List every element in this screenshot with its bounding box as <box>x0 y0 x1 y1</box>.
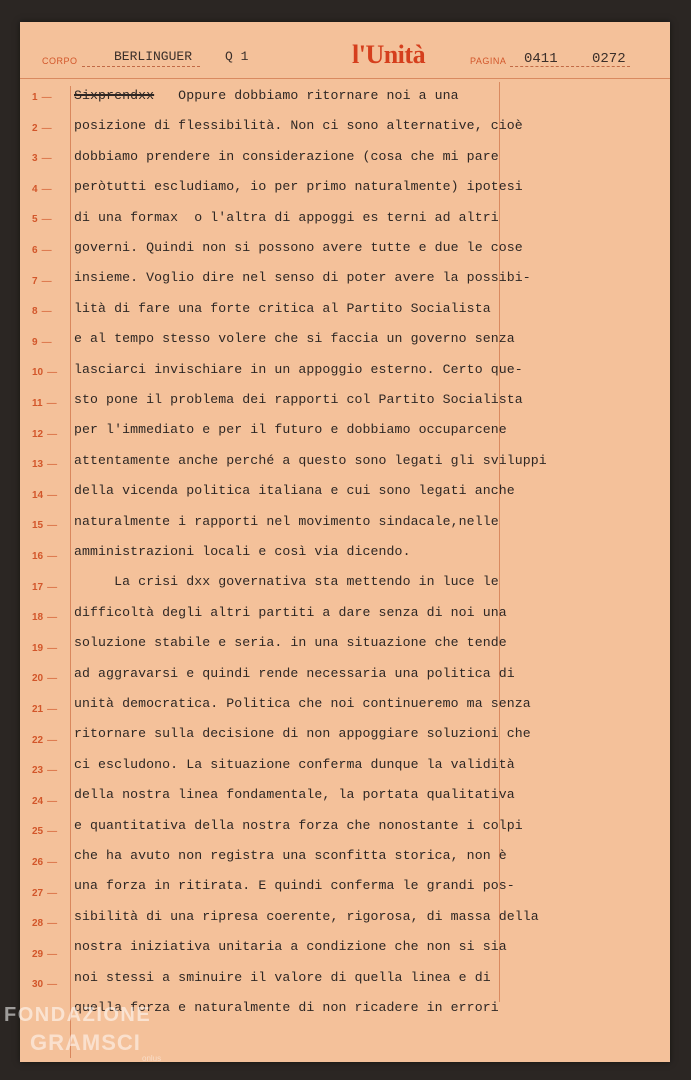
typed-line: noi stessi a sminuire il valore di quella linea e di <box>74 969 491 985</box>
line-number-value: 15 <box>32 520 44 532</box>
typed-line: sto pone il problema dei rapporti col Partito Socialista <box>74 392 523 407</box>
typescript-page <box>20 22 670 1062</box>
line-number-dash: — <box>47 734 58 746</box>
typed-line: e quantitativa della nostra forza che nonostante i colpi <box>74 817 523 833</box>
right-margin-rule <box>499 82 500 1002</box>
line-number <box>32 520 72 531</box>
line-number <box>32 582 72 593</box>
line-number-value: 4 <box>32 183 38 195</box>
line-number-dash: — <box>41 122 52 134</box>
page-header <box>20 22 670 79</box>
line-number-dash: — <box>47 459 58 471</box>
line-number <box>32 92 72 103</box>
line-number <box>32 214 72 225</box>
line-number-dash: — <box>41 153 52 165</box>
pagina-value-1: 0411 <box>524 51 558 67</box>
line-number-value: 10 <box>32 367 44 379</box>
line-number <box>32 949 72 960</box>
typed-line: difficoltà degli altri partiti a dare senza di noi una <box>74 604 507 620</box>
line-number-value: 8 <box>32 306 38 318</box>
typed-line: per l'immediato e per il futuro e dobbiamo occuparcene <box>74 422 507 438</box>
line-number-value: 24 <box>32 795 44 807</box>
line-number-dash: — <box>47 642 58 654</box>
line-number-value: 7 <box>32 275 38 287</box>
typed-line: che ha avuto non registra una sconfitta storica, non è <box>74 848 507 863</box>
line-number-dash: — <box>47 551 58 562</box>
watermark-gramsci: GRAMSCI <box>30 1030 141 1055</box>
typed-line: dobbiamo prendere in considerazione (cosa che mi pare <box>74 148 499 164</box>
typed-line: amministrazioni locali e così via dicendo. <box>74 544 411 559</box>
typed-line: soluzione stabile e seria. in una situazione che tende <box>74 635 507 651</box>
line-number <box>32 888 72 899</box>
line-number <box>32 123 72 134</box>
line-number-value: 25 <box>32 826 44 838</box>
line-number-dash: — <box>47 673 58 685</box>
line-number <box>32 643 72 654</box>
watermark-fondazione: FONDAZIONE <box>4 1004 152 1026</box>
line-number-dash: — <box>47 581 58 593</box>
line-number <box>32 979 72 990</box>
typed-line: lità di fare una forte critica al Partito Socialista <box>74 300 491 316</box>
line-number-value: 29 <box>32 948 44 960</box>
line-number-dash: — <box>41 214 52 226</box>
line-number-dash: — <box>47 979 58 991</box>
line-number <box>32 857 72 868</box>
line-number <box>32 184 72 195</box>
left-margin-rule <box>70 86 71 1058</box>
corpo-dotted-line <box>82 66 200 67</box>
typed-line: insieme. Voglio dire nel senso di poter avere la possibi- <box>74 270 531 286</box>
line-number-dash: — <box>47 826 58 838</box>
line-number-value: 18 <box>32 612 44 624</box>
line-number-value: 6 <box>32 245 38 256</box>
line-number-value: 2 <box>32 122 38 134</box>
line-number-dash: — <box>47 795 58 807</box>
pagina-value-2: 0272 <box>592 51 626 67</box>
line-number-value: 13 <box>32 459 44 471</box>
line-number-dash: — <box>47 918 58 930</box>
line-number-dash: — <box>47 887 58 899</box>
line-number-dash: — <box>47 489 58 501</box>
line-number-value: 11 <box>32 398 43 409</box>
q-value: Q 1 <box>225 49 249 64</box>
typed-line: della vicenda politica italiana e cui sono legati anche <box>74 483 515 499</box>
line-number <box>32 337 72 348</box>
typed-line: La crisi dxx governativa sta mettendo in luce le <box>74 574 499 590</box>
line-number <box>32 276 72 287</box>
struck-text: Sixprendxx <box>74 88 155 103</box>
line-number-dash: — <box>47 765 58 777</box>
line-number <box>32 612 72 623</box>
line-number-dash: — <box>47 367 58 379</box>
typed-line: di una formax o l'altra di appoggi es terni ad altri <box>74 209 499 225</box>
typed-line: quella forza e naturalmente di non ricadere in errori <box>74 1000 499 1015</box>
line-number <box>32 918 72 929</box>
line-number <box>32 796 72 807</box>
watermark-onlus: onlus <box>142 1054 162 1063</box>
line-number <box>32 245 72 256</box>
line-number <box>32 673 72 684</box>
line-number-dash: — <box>41 275 52 287</box>
typed-line: e al tempo stesso volere che si faccia un governo senza <box>74 331 515 347</box>
line-number-dash: — <box>47 704 58 715</box>
typed-line: una forza in ritirata. E quindi conferma le grandi pos- <box>74 878 515 894</box>
typed-line: della nostra linea fondamentale, la portata qualitativa <box>74 787 515 803</box>
line-number <box>32 153 72 164</box>
line-number-value: 9 <box>32 336 38 348</box>
line-number <box>32 765 72 776</box>
line-number-value: 26 <box>32 857 44 868</box>
line-number-value: 23 <box>32 765 44 777</box>
line-number-dash: — <box>41 306 52 318</box>
line-number <box>32 398 72 409</box>
line-number-value: 19 <box>32 642 44 654</box>
typed-line: ritornare sulla decisione di non appoggiare soluzioni che <box>74 726 531 742</box>
typed-line: nostra iniziativa unitaria a condizione che non si sia <box>74 939 507 955</box>
line-number-dash: — <box>47 612 58 624</box>
line-number-value: 5 <box>32 214 38 226</box>
typed-line: naturalmente i rapporti nel movimento sindacale,nelle <box>74 513 499 529</box>
line-number-dash: — <box>47 857 58 868</box>
typed-line: ad aggravarsi e quindi rende necessaria una politica di <box>74 665 515 681</box>
line-number-value: 21 <box>32 704 44 715</box>
line-number-value: 12 <box>32 428 44 440</box>
typed-line: governi. Quindi non si possono avere tutte e due le cose <box>74 240 523 255</box>
line-number <box>32 704 72 715</box>
typed-line-text: Oppure dobbiamo ritornare noi a una <box>154 88 459 103</box>
typed-line: peròtutti escludiamo, io per primo naturalmente) ipotesi <box>74 179 523 195</box>
typed-line: attentamente anche perché a questo sono legati gli sviluppi <box>74 452 547 468</box>
typed-line: unità democratica. Politica che noi continueremo ma senza <box>74 696 531 711</box>
typed-line: posizione di flessibilità. Non ci sono alternative, cioè <box>74 118 523 134</box>
line-number-dash: — <box>41 92 52 103</box>
line-number-value: 22 <box>32 734 44 746</box>
typed-line: lasciarci invischiare in un appoggio esterno. Certo que- <box>74 361 523 377</box>
line-number <box>32 735 72 746</box>
typed-line <box>74 88 459 103</box>
line-number-dash: — <box>46 398 57 409</box>
line-number <box>32 551 72 562</box>
line-number-dash: — <box>47 948 58 960</box>
typed-line: sibilità di una ripresa coerente, rigorosa, di massa della <box>74 908 539 924</box>
unita-logo: l'Unità <box>352 40 426 69</box>
line-number-value: 1 <box>32 92 38 103</box>
line-number <box>32 490 72 501</box>
line-number <box>32 367 72 378</box>
line-number-value: 20 <box>32 673 44 685</box>
line-number-value: 27 <box>32 887 44 899</box>
corpo-value: BERLINGUER <box>114 49 193 64</box>
line-number-dash: — <box>47 520 58 532</box>
line-number-value: 14 <box>32 489 44 501</box>
line-number <box>32 429 72 440</box>
typed-line: ci escludono. La situazione conferma dunque la validità <box>74 756 515 772</box>
line-number-value: 28 <box>32 918 44 930</box>
line-number-value: 16 <box>32 551 44 562</box>
line-number <box>32 459 72 470</box>
line-number-value: 17 <box>32 581 44 593</box>
line-number <box>32 306 72 317</box>
line-number-dash: — <box>41 336 52 348</box>
line-number-dash: — <box>41 183 52 195</box>
line-number-value: 3 <box>32 153 38 165</box>
line-number-value: 30 <box>32 979 44 991</box>
pagina-label: PAGINA <box>470 56 507 66</box>
line-number <box>32 826 72 837</box>
line-number-dash: — <box>41 245 52 256</box>
corpo-label: CORPO <box>42 56 78 66</box>
line-number-dash: — <box>47 428 58 440</box>
